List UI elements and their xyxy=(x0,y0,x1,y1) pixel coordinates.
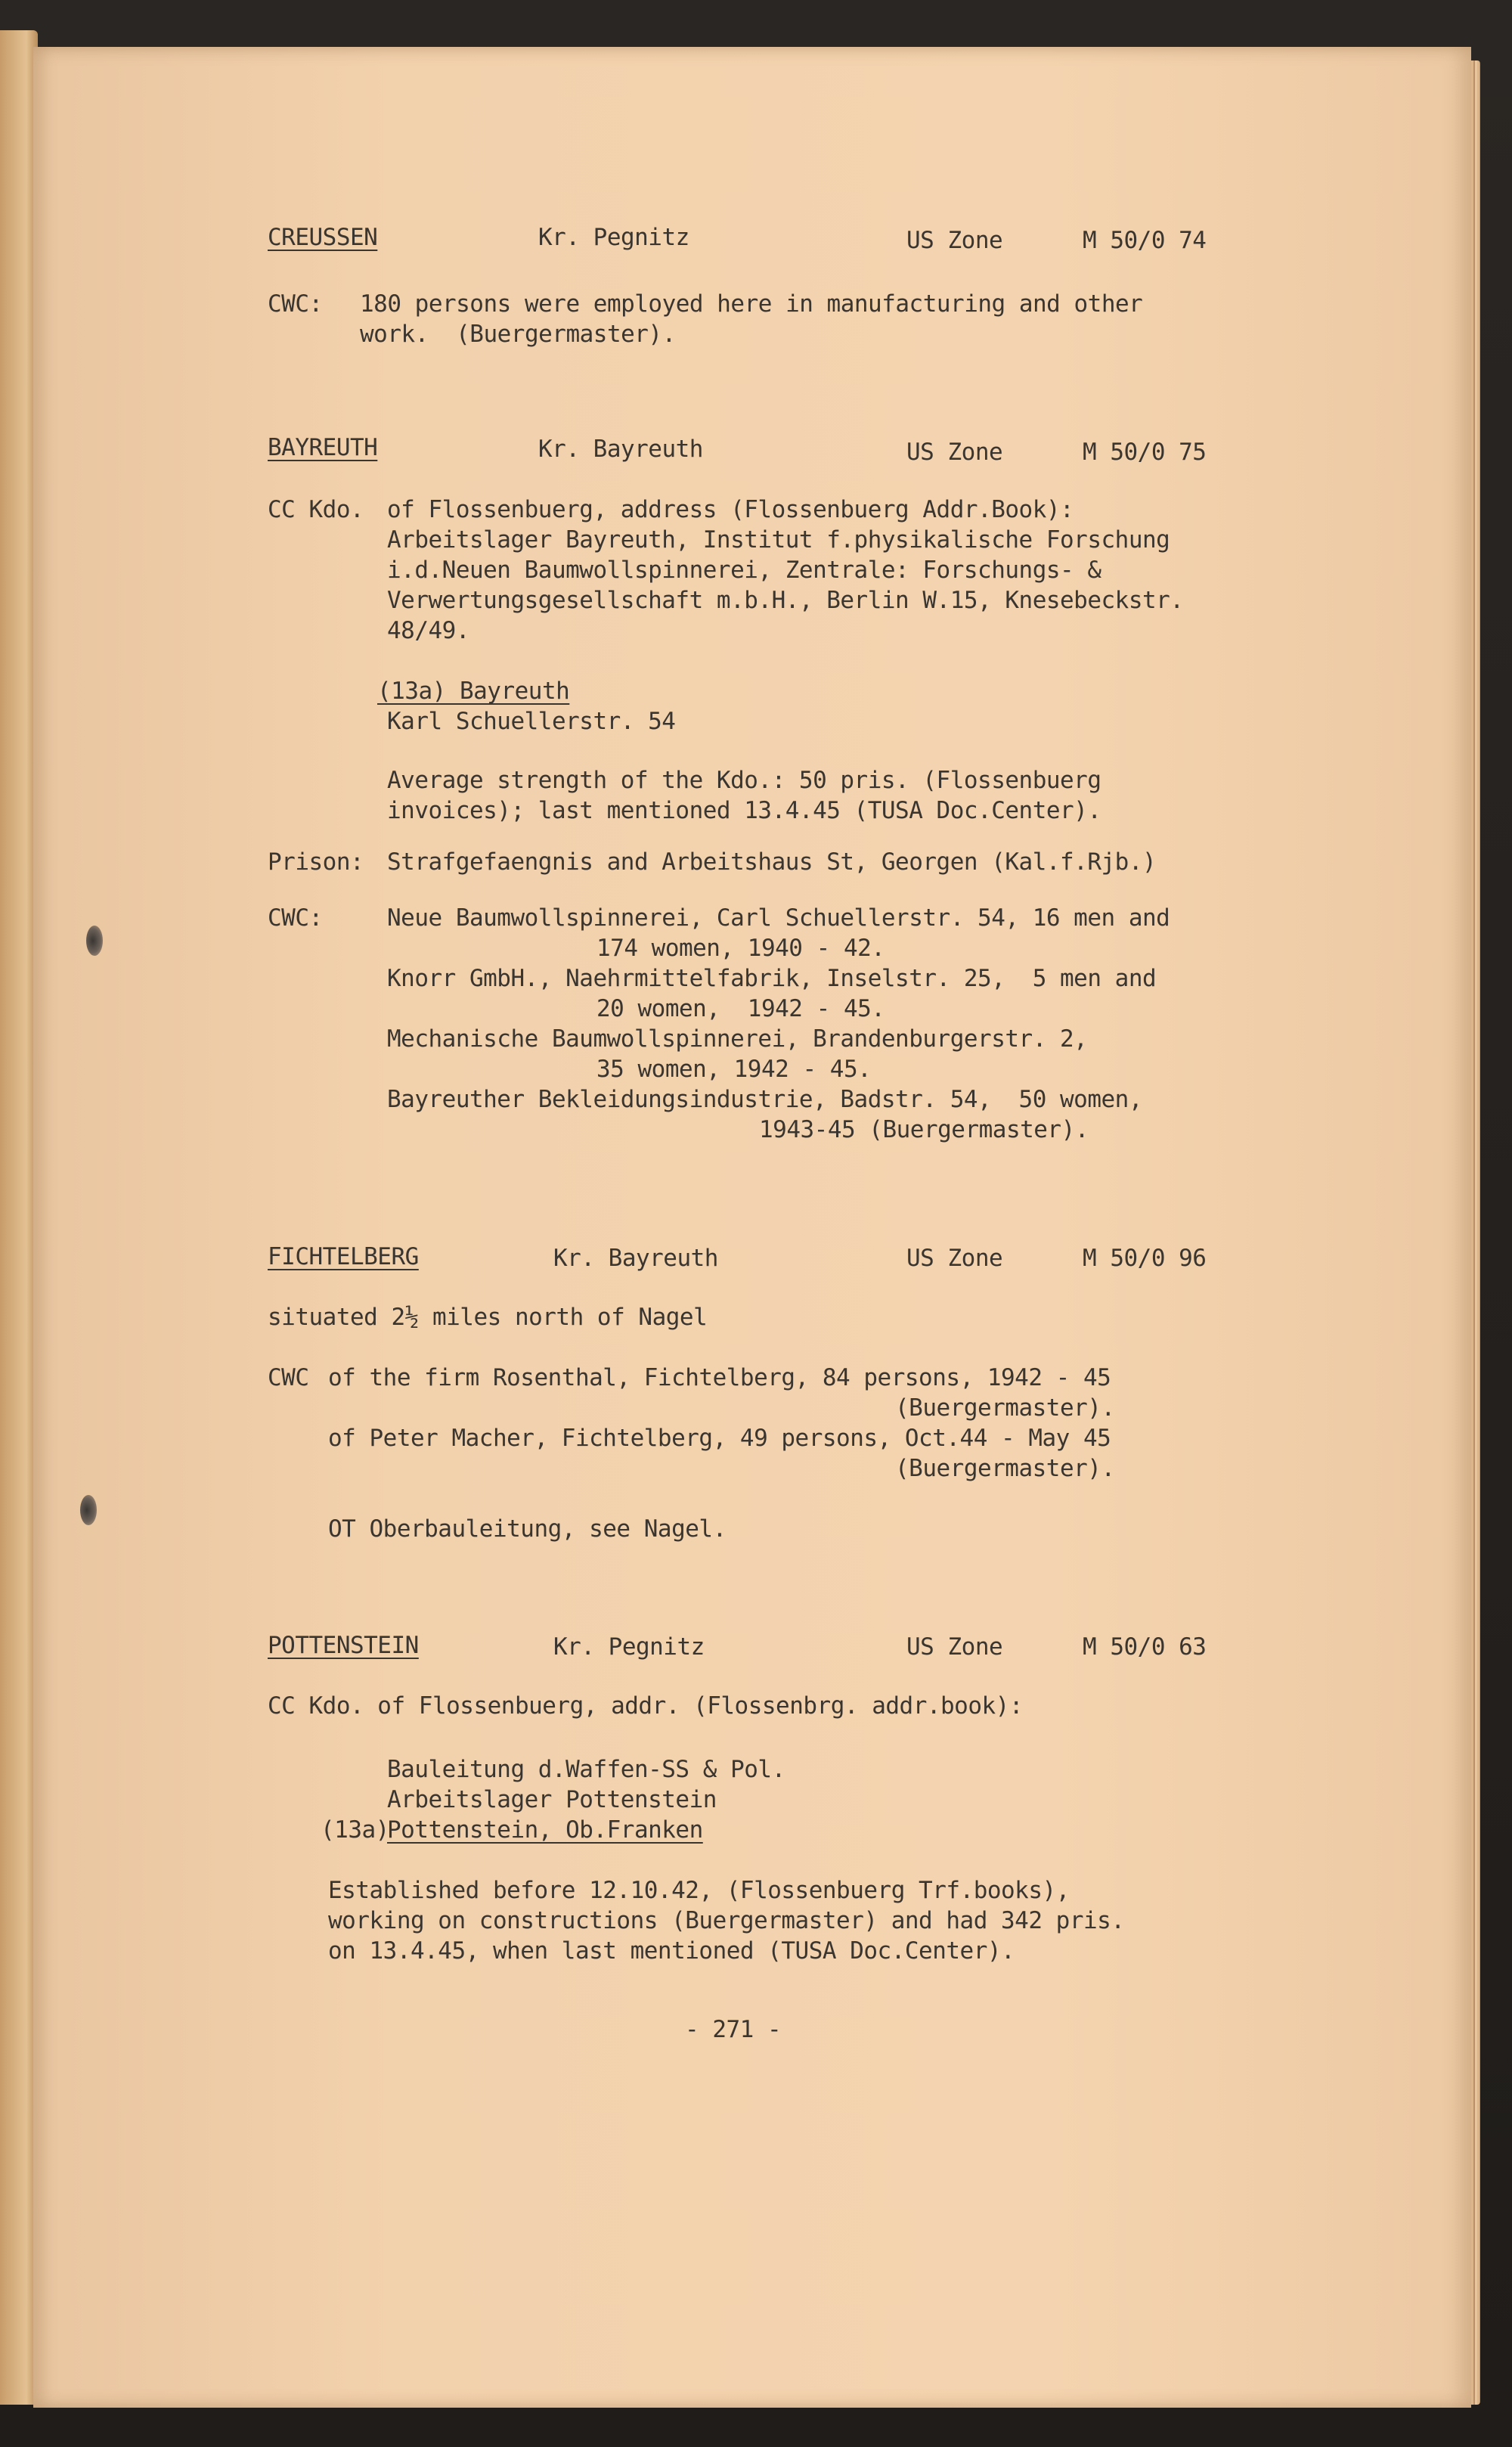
text-line: (Buergermaster). xyxy=(895,1394,1115,1422)
text-line: Neue Baumwollspinnerei, Carl Schuellerstr. 54, 16 men and xyxy=(387,904,1170,932)
text-line: Mechanische Baumwollspinnerei, Brandenburgerstr. 2, xyxy=(387,1025,1088,1053)
text-line: of Peter Macher, Fichtelberg, 49 persons, Oct.44 - May 45 xyxy=(328,1425,1111,1452)
district: Kr. Bayreuth xyxy=(538,436,703,463)
text-line: 48/49. xyxy=(387,617,469,644)
zone: US Zone xyxy=(906,439,1003,466)
map-reference: M 50/0 96 xyxy=(1083,1245,1207,1272)
address-line: Karl Schuellerstr. 54 xyxy=(387,708,676,735)
text-line: Verwertungsgesellschaft m.b.H., Berlin W.15, Knesebeckstr. xyxy=(387,587,1184,614)
text-line: of the firm Rosenthal, Fichtelberg, 84 persons, 1942 - 45 xyxy=(328,1364,1111,1391)
text-line: Established before 12.10.42, (Flossenbuerg Trf.books), xyxy=(328,1877,1070,1904)
text-line: Bayreuther Bekleidungsindustrie, Badstr. 54, 50 women, xyxy=(387,1086,1142,1113)
map-reference: M 50/0 74 xyxy=(1083,227,1207,254)
map-reference: M 50/0 63 xyxy=(1083,1633,1207,1661)
place-heading: FICHTELBERG xyxy=(268,1243,419,1270)
address-line: (13a) Bayreuth xyxy=(377,678,570,705)
text-line: Arbeitslager Bayreuth, Institut f.physikalische Forschung xyxy=(387,526,1170,554)
district: Kr. Pegnitz xyxy=(553,1633,705,1661)
text-line: 180 persons were employed here in manufacturing and other xyxy=(360,290,1143,318)
zone: US Zone xyxy=(906,1633,1003,1661)
cc-label: CC Kdo. xyxy=(268,496,364,523)
text-line: work. (Buergermaster). xyxy=(360,321,676,348)
cc-line: CC Kdo. of Flossenbuerg, addr. (Flossenbrg. addr.book): xyxy=(268,1692,1023,1720)
zone: US Zone xyxy=(906,1245,1003,1272)
punch-hole xyxy=(80,1495,97,1525)
cwc-label: CWC: xyxy=(268,904,323,932)
text-line: 174 women, 1940 - 42. xyxy=(596,935,885,962)
address-line: Arbeitslager Pottenstein xyxy=(387,1786,717,1813)
address-prefix: (13a) xyxy=(321,1816,389,1844)
district: Kr. Bayreuth xyxy=(553,1245,718,1272)
place-heading: POTTENSTEIN xyxy=(268,1632,419,1659)
text-line: invoices); last mentioned 13.4.45 (TUSA Doc.Center). xyxy=(387,797,1101,824)
text-line: 1943-45 (Buergermaster). xyxy=(759,1116,1089,1143)
place-heading: BAYREUTH xyxy=(268,434,378,461)
place-heading: CREUSSEN xyxy=(268,224,378,251)
text-line: 35 women, 1942 - 45. xyxy=(596,1056,872,1083)
situated-line: situated 2½ miles north of Nagel xyxy=(268,1304,708,1331)
text-line: working on constructions (Buergermaster) and had 342 pris. xyxy=(328,1907,1125,1934)
text-line: of Flossenbuerg, address (Flossenbuerg Addr.Book): xyxy=(387,496,1074,523)
map-reference: M 50/0 75 xyxy=(1083,439,1207,466)
punch-hole xyxy=(86,926,103,956)
ot-line: OT Oberbauleitung, see Nagel. xyxy=(328,1515,727,1543)
document-page xyxy=(33,47,1471,2408)
prison-label: Prison: xyxy=(268,848,364,876)
text-line: Average strength of the Kdo.: 50 pris. (Flossenbuerg xyxy=(387,767,1101,794)
address-line: Pottenstein, Ob.Franken xyxy=(387,1816,703,1844)
text-line: on 13.4.45, when last mentioned (TUSA Doc.Center). xyxy=(328,1937,1015,1965)
district: Kr. Pegnitz xyxy=(538,224,689,251)
facing-page-edge xyxy=(0,30,38,2405)
text-line: i.d.Neuen Baumwollspinnerei, Zentrale: Forschungs- & xyxy=(387,557,1101,584)
zone: US Zone xyxy=(906,227,1003,254)
cwc-label: CWC xyxy=(268,1364,309,1391)
text-line: (Buergermaster). xyxy=(895,1455,1115,1482)
text-line: 20 women, 1942 - 45. xyxy=(596,995,885,1022)
page-number: - 271 - xyxy=(685,2016,782,2043)
address-line: Bauleitung d.Waffen-SS & Pol. xyxy=(387,1756,785,1783)
text-line: Strafgefaengnis and Arbeitshaus St, Georgen (Kal.f.Rjb.) xyxy=(387,848,1157,876)
cwc-label: CWC: xyxy=(268,290,323,318)
text-line: Knorr GmbH., Naehrmittelfabrik, Inselstr. 25, 5 men and xyxy=(387,965,1157,992)
